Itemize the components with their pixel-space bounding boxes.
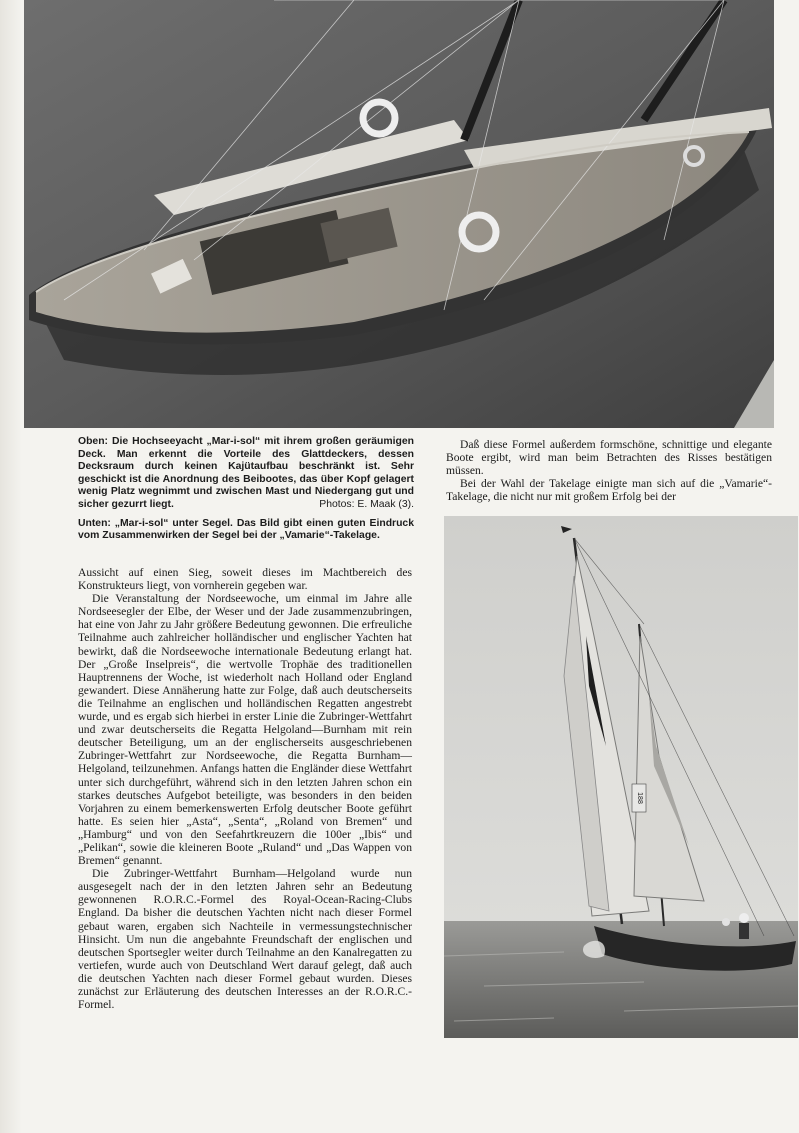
caption-top-text: Oben: Die Hochseeyacht „Mar-i-sol“ mit ihrem großen geräumigen Deck. Man erkennt die Vorteile des Glattdeckers, dessen Decksraum durch keinen Kajütaufbau beschränkt ist. Sehr geschickt ist die Anordnung des Beibootes, das über Kopf gelagert wenig Platz wegnimmt und zwischen Mast und Niedergang gut und sicher gezurrt liegt.: [78, 436, 414, 510]
photo-credit: Photos: E. Maak (3).: [319, 498, 414, 510]
paragraph: Die Zubringer-Wettfahrt Burnham—Helgoland wurde nun ausgesegelt nach der in den letzten Jahren sehr an Bedeutung gewonnenen R.O.R.C.-Formel des Royal-Ocean-Racing-Clubs England. Da bisher die deutschen Yachten nicht nach dieser Formel gebaut waren, ergaben sich Nachteile in vermessungstechnischer Hinsicht. Um nun die angebahnte Freundschaft der englischen und deutschen Sportsegler weiter durch Teilnahme an den Kanalregatten zu vertiefen, wurde auch von Deutschland Wert darauf gelegt, daß auch die deutschen Yachten nach dieser Formel gebaut wurden. Dieses zunächst zur Erläuterung des deutschen Interesses an der R.O.R.C.-Formel.: [78, 867, 412, 1012]
paragraph: Bei der Wahl der Takelage einigte man sich auf die „Vamarie“-Takelage, die nicht nur mit großem Erfolg bei der: [446, 477, 772, 504]
photo-yacht-under-sail: [444, 516, 798, 1038]
yacht-deck-illustration: [24, 0, 774, 428]
caption-bottom: Unten: „Mar-i-sol“ unter Segel. Das Bild gibt einen guten Eindruck vom Zusammenwirken der Segel bei der „Vamarie“-Takelage.: [78, 517, 414, 542]
photo-caption: [78, 436, 414, 549]
paragraph: Die Veranstaltung der Nordseewoche, um einmal im Jahre alle Nordseesegler der Elbe, der Weser und der Jade zusammenzubringen, hat eine von Jahr zu Jahr größere Bedeutung gewonnen. Die erfreuliche Teilnahme auch zahlreicher holländischer und englischer Yachten hat bewirkt, daß die Nordseewoche internationale Bedeutung erlangt hat. Der „Große Inselpreis“, die wertvolle Trophäe des traditionellen Hauptrennens der Woche, ist wiederholt nach Holland oder England gewandert. Diese Annäherung hatte zur Folge, daß auch deutscherseits die Teilnahme an englischen und holländischen Regatten angestrebt wurde, und es ergab sich hierbei in erster Linie die Zubringer-Wettfahrt und zwar deutscherseits die Regatta Helgoland—Burnham mit rein deutscher Beteiligung, um an der englischerseits ausgeschriebenen Zubringer-Wettfahrt zur Nordseewoche, die Regatta Burnham—Helgoland, teilzunehmen. Anfangs hatten die Engländer diese Wettfahrt unter sich durchgeführt, während sich in den letzten Jahren schon ein starkes deutsches Aufgebot beteiligte, was besonders in den beiden Vorjahren zu einem bemerkenswerten Erfolg deutscher Boote geführt hatte. Es seien hier „Asta“, „Senta“, „Roland von Bremen“ und „Hamburg“ und von den Seefahrtkreuzern die 100er „Ibis“ und „Pelikan“, sowie die kleineren Boote „Ruland“ und „Das Wappen von Bremen“ genannt.: [78, 592, 412, 868]
right-column-text: [446, 438, 772, 503]
yacht-sailing-illustration: [444, 516, 798, 1038]
page-binding-edge: [0, 0, 22, 1133]
left-column-text: [78, 566, 412, 1011]
caption-top: [78, 436, 414, 512]
paragraph: Aussicht auf einen Sieg, soweit dieses im Machtbereich des Konstrukteurs liegt, von vornherein gegeben war.: [78, 566, 412, 593]
paragraph: Daß diese Formel außerdem formschöne, schnittige und elegante Boote ergibt, wird man beim Betrachten des Risses bestätigen müssen.: [446, 438, 772, 478]
sail-number: 188: [636, 792, 643, 804]
photo-yacht-deck: [24, 0, 774, 428]
